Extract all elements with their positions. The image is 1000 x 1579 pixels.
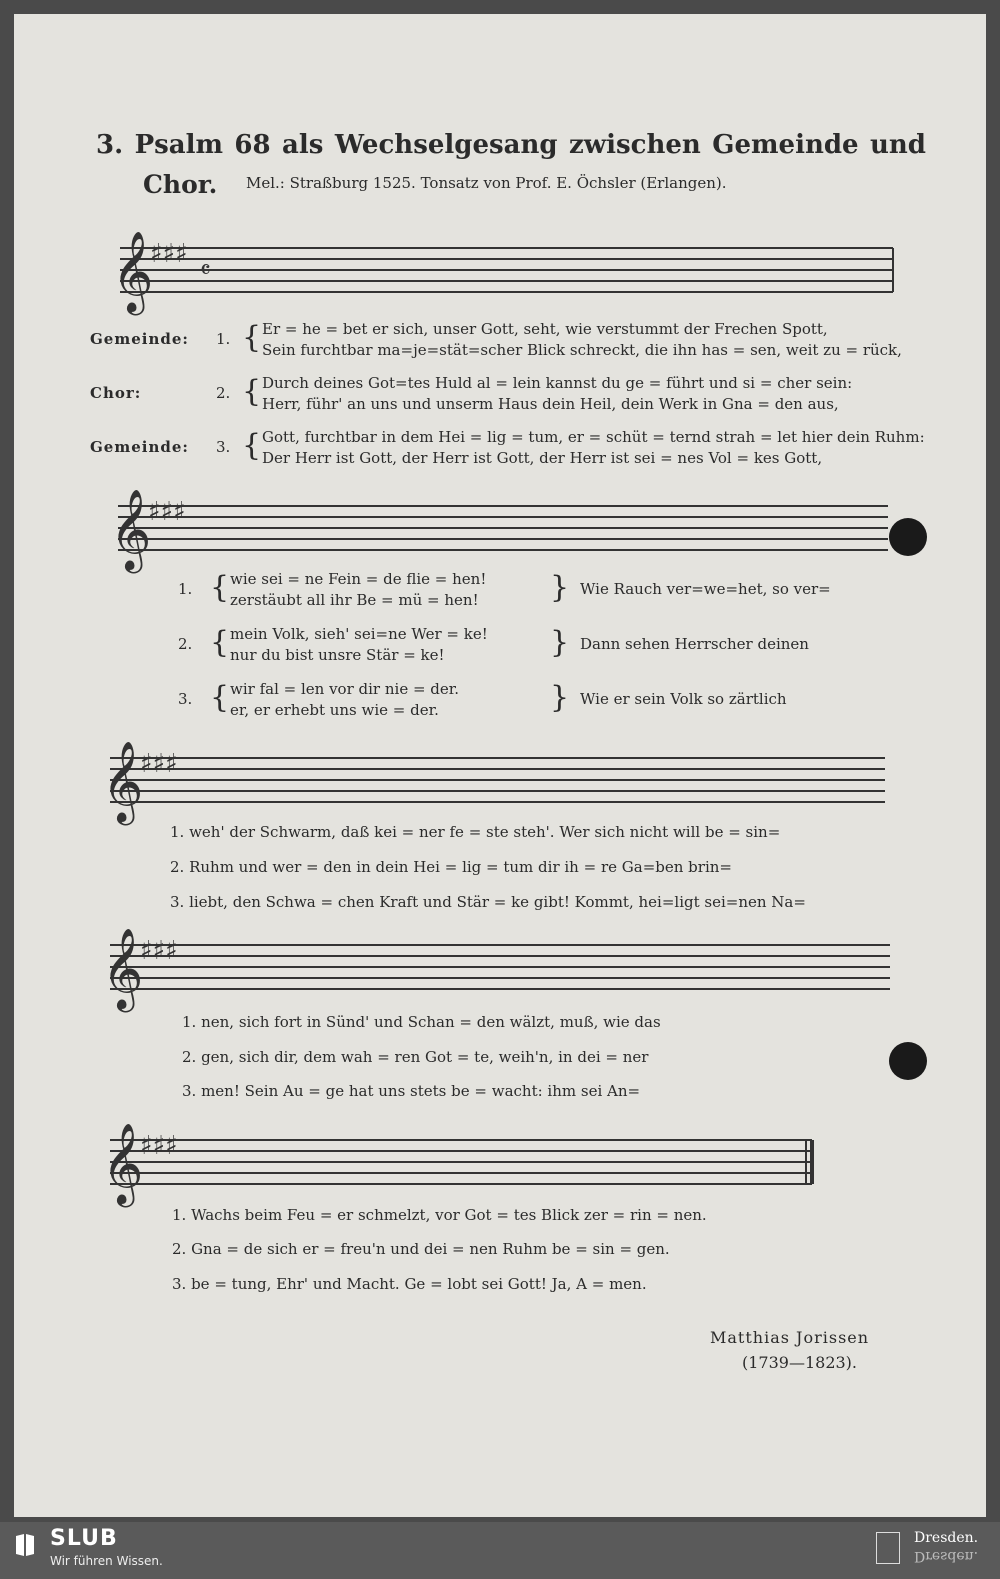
verse-number: 1. xyxy=(216,330,231,348)
dresden-emblem-icon xyxy=(876,1532,900,1564)
lyric-line: 1. nen, sich fort in Sünd' und Schan = den wälzt, muß, wie das xyxy=(182,1013,661,1031)
voice-label: Gemeinde: xyxy=(90,330,189,348)
svg-text:♯♯♯: ♯♯♯ xyxy=(140,749,178,779)
lyric-line: 1. weh' der Schwarm, daß kei = ner fe = ste steh'. Wer sich nicht will be = sin= xyxy=(170,823,781,841)
svg-text:𝄞: 𝄞 xyxy=(112,230,154,312)
lyric-line: 3. men! Sein Au = ge hat uns stets be = wacht: ihm sei An= xyxy=(182,1082,641,1100)
lyric-line: Durch deines Got=tes Huld al = lein kannst du ge = führt und si = cher sein: xyxy=(262,374,853,392)
author-name: Matthias Jorissen xyxy=(710,1328,870,1347)
melody-credit: Mel.: Straßburg 1525. Tonsatz von Prof. E. Öchsler (Erlangen). xyxy=(246,174,727,192)
brace-icon: { xyxy=(210,680,230,715)
lyric-line: Er = he = bet er sich, unser Gott, seht, wie verstummt der Frechen Spott, xyxy=(262,320,828,338)
brace-icon: { xyxy=(242,428,262,463)
lyric-line: mein Volk, sieh' sei=ne Wer = ke! xyxy=(230,625,488,643)
lyric-line: 2. Gna = de sich er = freu'n und dei = nen Ruhm be = sin = gen. xyxy=(172,1240,670,1258)
lyric-line: 3. be = tung, Ehr' und Macht. Ge = lobt sei Gott! Ja, A = men. xyxy=(172,1275,647,1293)
lyric-line: Wie er sein Volk so zärtlich xyxy=(580,690,787,708)
lyric-line: er, er erhebt uns wie = der. xyxy=(230,701,439,719)
slub-tagline: Wir führen Wissen. xyxy=(50,1554,163,1568)
lyric-line: nur du bist unsre Stär = ke! xyxy=(230,646,445,664)
slub-logo-icon xyxy=(14,1532,36,1558)
lyric-line: wir fal = len vor dir nie = der. xyxy=(230,680,460,698)
svg-text:♯♯♯: ♯♯♯ xyxy=(148,497,186,527)
voice-label: Chor: xyxy=(90,384,142,402)
svg-text:♯♯♯: ♯♯♯ xyxy=(140,936,178,966)
svg-text:𝄞: 𝄞 xyxy=(102,740,144,822)
verse-number: 1. xyxy=(178,580,193,598)
lyric-line: Dann sehen Herrscher deinen xyxy=(580,635,809,653)
lyric-line: 3. liebt, den Schwa = chen Kraft und Stär = ke gibt! Kommt, hei=ligt sei=nen Na= xyxy=(170,893,806,911)
brace-icon: { xyxy=(210,570,230,605)
page-title: 3. Psalm 68 als Wechselgesang zwischen Gemeinde und xyxy=(96,130,926,160)
lyric-line: zerstäubt all ihr Be = mü = hen! xyxy=(230,591,479,609)
brace-icon: { xyxy=(242,320,262,355)
svg-text:𝄴: 𝄴 xyxy=(200,256,211,284)
verse-number: 3. xyxy=(216,438,231,456)
lyric-line: Sein furchtbar ma=je=stät=scher Blick schreckt, die ihn has = sen, weit zu = rück, xyxy=(262,341,902,359)
svg-text:𝄞: 𝄞 xyxy=(102,927,144,1009)
lyric-line: 2. gen, sich dir, dem wah = ren Got = te, weih'n, in dei = ner xyxy=(182,1048,649,1066)
lyric-line: Der Herr ist Gott, der Herr ist Gott, der Herr ist sei = nes Vol = kes Gott, xyxy=(262,449,823,467)
brace-icon: } xyxy=(550,570,570,605)
dresden-brand-reflection: Dresden. xyxy=(914,1548,979,1564)
svg-text:♯♯♯: ♯♯♯ xyxy=(140,1131,178,1161)
verse-number: 2. xyxy=(216,384,231,402)
lyric-line: 1. Wachs beim Feu = er schmelzt, vor Got = tes Blick zer = rin = nen. xyxy=(172,1206,707,1224)
slub-brand[interactable]: SLUB xyxy=(50,1526,118,1551)
brace-icon: } xyxy=(550,625,570,660)
svg-text:♯♯♯: ♯♯♯ xyxy=(150,239,188,269)
dresden-brand[interactable]: Dresden. xyxy=(914,1530,979,1546)
voice-label: Gemeinde: xyxy=(90,438,189,456)
lyric-line: Gott, furchtbar in dem Hei = lig = tum, er = schüt = ternd strah = let hier dein Ruhm: xyxy=(262,428,925,446)
author-years: (1739—1823). xyxy=(742,1353,858,1372)
lyric-line: Wie Rauch ver=we=het, so ver= xyxy=(580,580,831,598)
punch-hole xyxy=(889,518,927,556)
lyric-line: Herr, führ' an uns und unserm Haus dein Heil, dein Werk in Gna = den aus, xyxy=(262,395,839,413)
lyric-line: wie sei = ne Fein = de flie = hen! xyxy=(230,570,487,588)
svg-text:𝄞: 𝄞 xyxy=(110,488,152,570)
svg-text:𝄞: 𝄞 xyxy=(102,1122,144,1204)
verse-number: 3. xyxy=(178,690,193,708)
lyric-line: 2. Ruhm und wer = den in dein Hei = lig = tum dir ih = re Ga=ben brin= xyxy=(170,858,732,876)
viewer-footer xyxy=(0,1522,1000,1579)
punch-hole xyxy=(889,1042,927,1080)
brace-icon: { xyxy=(242,374,262,409)
brace-icon: } xyxy=(550,680,570,715)
page-title-continued: Chor. xyxy=(143,170,218,199)
brace-icon: { xyxy=(210,625,230,660)
verse-number: 2. xyxy=(178,635,193,653)
